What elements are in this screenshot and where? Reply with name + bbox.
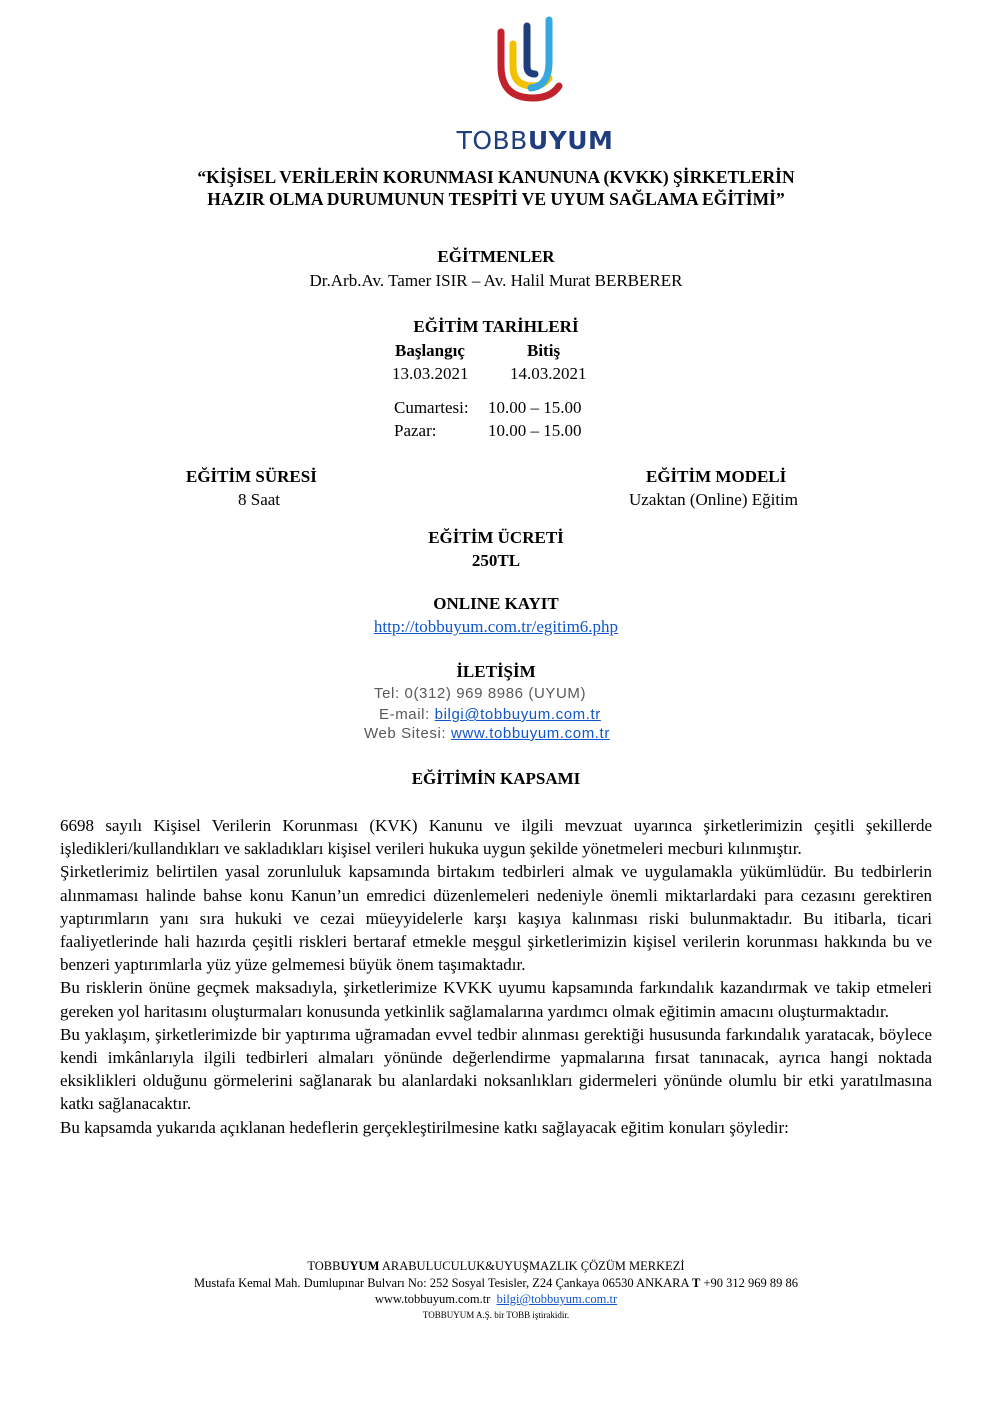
footer-org: TOBBUYUM ARABULUCULUK&UYUŞMAZLIK ÇÖZÜM MERKEZİ xyxy=(307,1259,685,1273)
start-date: 13.03.2021 xyxy=(392,364,469,383)
footer-email-link[interactable]: bilgi@tobbuyum.com.tr xyxy=(496,1292,618,1306)
scope-paragraph: Bu risklerin önüne geçmek maksadıyla, şirketlerimize KVKK uyumu kapsamında farkındalık kazandırmak ve takip etmeleri gereken yol haritasını oluşturmaları konusunda yetkinlik sağlamalarına yardımcı olmak eğitimin amacını oluşturmaktadır. xyxy=(60,978,932,1021)
saturday-label: Cumartesi: xyxy=(394,398,469,417)
title-line-1: “KİŞİSEL VERİLERİN KORUNMASI KANUNUNA (KVKK) ŞİRKETLERİN xyxy=(197,167,795,187)
duration-value: 8 Saat xyxy=(238,490,281,509)
web-label: Web Sitesi: xyxy=(364,725,447,742)
start-label: Başlangıç xyxy=(395,341,465,360)
registration-link-wrap xyxy=(0,616,992,638)
contact-phone: Tel: 0(312) 969 8986 (UYUM) xyxy=(374,685,587,702)
scope-body xyxy=(60,814,932,1139)
scope-paragraph: 6698 sayılı Kişisel Verilerin Korunması (KVK) Kanunu ve ilgili mevzuat uyarınca şirketlerimizin çeşitli şekillerde işledikleri/kullandıkları ve sakladıkları kişisel verileri hukuka uygun şekilde yönetmeleri mecburi kılınmıştır. xyxy=(60,816,932,859)
duration-heading: EĞİTİM SÜRESİ xyxy=(186,467,317,486)
model-heading: EĞİTİM MODELİ xyxy=(646,467,787,486)
sunday-time: 10.00 – 15.00 xyxy=(488,421,582,440)
scope-paragraph: Bu kapsamda yukarıda açıklanan hedeflerin gerçekleştirilmesine katkı sağlayacak eğitim konuları şöyledir: xyxy=(60,1117,789,1137)
end-label: Bitiş xyxy=(527,341,561,360)
trainers-heading: EĞİTMENLER xyxy=(437,247,555,266)
footer-web: www.tobbuyum.com.tr xyxy=(374,1292,491,1306)
saturday-time: 10.00 – 15.00 xyxy=(488,398,582,417)
logo-mark-icon xyxy=(493,14,577,106)
scope-paragraph: Şirketlerimiz belirtilen yasal zorunluluk kapsamında birtakım tedbirleri almak ve uygulamakla yükümlüdür. Bu tedbirlerin alınmaması halinde bahse konu Kanun’un emredici düzenlemeleri nedeniyle önemli miktarlardaki para cezasını gerektiren yaptırımların yanı sıra hukuki ve cezai müeyyidelerle karşı kaşıya kalınması riski bulunmaktadır. Bu itibarla, ticari faaliyetlerinde hali hazırda çeşitli riskleri bertaraf etmekle meşgul şirketlerimizin kişisel verilerin korunması hakkında bu ve benzeri yaptırımlarla yüz yüze gelmemesi büyük önem taşımaktadır. xyxy=(60,862,932,975)
scope-heading: EĞİTİMİN KAPSAMI xyxy=(411,769,581,788)
sunday-label: Pazar: xyxy=(394,421,437,440)
dates-heading: EĞİTİM TARİHLERİ xyxy=(413,317,579,336)
fee-value: 250TL xyxy=(471,551,521,570)
logo-wordmark: TOBBUYUM xyxy=(456,126,614,155)
tobbuyum-logo xyxy=(455,14,615,155)
title-line-2: HAZIR OLMA DURUMUNUN TESPİTİ VE UYUM SAĞLAMA EĞİTİMİ” xyxy=(207,189,785,209)
footer-address: Mustafa Kemal Mah. Dumlupınar Bulvarı No: 252 Sosyal Tesisler, Z24 Çankaya 06530 ANKARA T +90 312 969 89 86 xyxy=(193,1276,799,1290)
footer-note: TOBBUYUM A.Ş. bir TOBB iştirakidir. xyxy=(422,1310,570,1320)
web-link[interactable]: www.tobbuyum.com.tr xyxy=(450,725,610,742)
contact-web-line xyxy=(364,724,610,744)
footer-links xyxy=(0,1291,992,1307)
model-value: Uzaktan (Online) Eğitim xyxy=(629,490,799,509)
contact-email-line xyxy=(379,705,601,725)
email-label: E-mail: xyxy=(379,706,430,723)
registration-link[interactable]: http://tobbuyum.com.tr/egitim6.php xyxy=(373,617,619,636)
registration-heading: ONLINE KAYIT xyxy=(433,594,559,613)
end-date: 14.03.2021 xyxy=(510,364,587,383)
fee-heading: EĞİTİM ÜCRETİ xyxy=(428,528,564,547)
email-link[interactable]: bilgi@tobbuyum.com.tr xyxy=(434,706,601,723)
contact-heading: İLETİŞİM xyxy=(456,662,536,681)
document-title xyxy=(60,166,932,210)
trainers-names: Dr.Arb.Av. Tamer ISIR – Av. Halil Murat BERBERER xyxy=(309,271,683,290)
scope-paragraph: Bu yaklaşım, şirketlerimizde bir yaptırıma uğramadan evvel tedbir alınması gerektiği hususunda farkındalık yaratacak, böylece kendi imkânlarıyla ilgili tedbirleri almaları yönünde değerlendirme yapmalarına fırsat tanınacak, ayrıca hangi noktada eksiklikleri olduğunu görmelerini sağlanarak bu alanlardaki noksanlıkları gidermeleri yönünde olumlu bir etki yaratılmasına katkı sağlanacaktır. xyxy=(60,1024,932,1114)
